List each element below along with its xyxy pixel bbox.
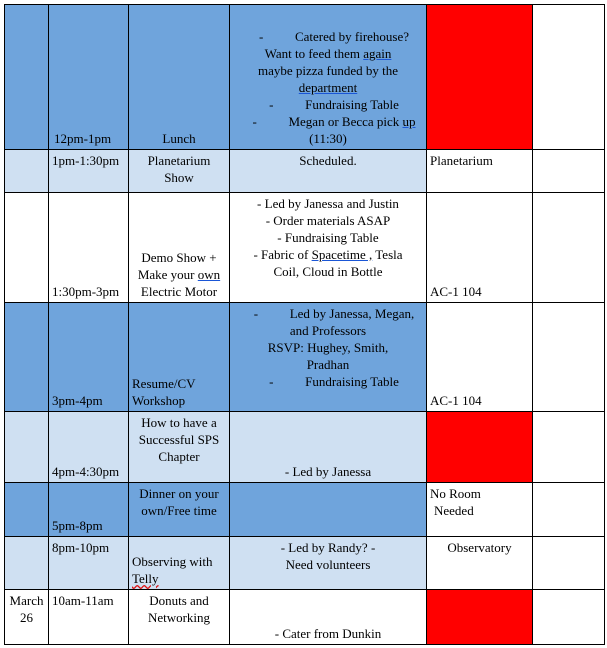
event-cell	[129, 5, 230, 150]
time-cell: 5pm-8pm	[49, 483, 129, 537]
time-cell: 1:30pm-3pm	[49, 193, 129, 303]
notes-cell	[230, 483, 427, 537]
event-text: Lunch	[162, 131, 196, 146]
date-cell	[5, 537, 49, 590]
room-cell: AC-1 104	[427, 193, 533, 303]
room-cell: Observatory	[427, 537, 533, 590]
table-row	[5, 590, 605, 645]
extra-cell	[533, 150, 605, 193]
note-line: - Fundraising Table	[233, 96, 423, 113]
table-row	[5, 303, 605, 412]
table-row	[5, 537, 605, 590]
note-line: department	[298, 80, 358, 95]
extra-cell	[533, 5, 605, 150]
date-cell	[5, 150, 49, 193]
extra-cell	[533, 303, 605, 412]
schedule-table	[4, 4, 605, 645]
event-cell: Resume/CV Workshop	[129, 303, 230, 412]
time-cell: 10am-11am	[49, 590, 129, 645]
event-cell: Observing with Telly	[129, 537, 230, 590]
note-line: Want to feed them again	[264, 46, 392, 61]
event-cell: Planetarium Show	[129, 150, 230, 193]
time-cell: 8pm-10pm	[49, 537, 129, 590]
date-cell: March 26	[5, 590, 49, 645]
date-cell	[5, 303, 49, 412]
extra-cell	[533, 537, 605, 590]
table-row	[5, 150, 605, 193]
extra-cell	[533, 483, 605, 537]
notes-cell	[230, 5, 427, 150]
notes-cell: - Cater from Dunkin	[230, 590, 427, 645]
extra-cell	[533, 193, 605, 303]
note-line: maybe pizza funded by the	[257, 63, 399, 78]
time-cell: 1pm-1:30pm	[49, 150, 129, 193]
date-cell	[5, 193, 49, 303]
room-cell-empty	[427, 412, 533, 483]
notes-cell: - Led by Janessa and Justin - Order materials ASAP - Fundraising Table - Fabric of Spacetime , Tesla Coil, Cloud in Bottle	[230, 193, 427, 303]
notes-cell: - Led by Randy? - Need volunteers	[230, 537, 427, 590]
time-cell	[49, 5, 129, 150]
room-cell: Planetarium	[427, 150, 533, 193]
room-cell-empty	[427, 590, 533, 645]
table-row	[5, 412, 605, 483]
note-line: (11:30)	[309, 131, 347, 146]
event-cell: How to have a Successful SPS Chapter	[129, 412, 230, 483]
time-cell: 4pm-4:30pm	[49, 412, 129, 483]
table-row	[5, 193, 605, 303]
note-line: - Megan or Becca pick up	[233, 113, 423, 130]
event-cell: Donuts and Networking	[129, 590, 230, 645]
time-text: 12pm-1pm	[54, 131, 112, 146]
room-cell: No Room Needed	[427, 483, 533, 537]
extra-cell	[533, 590, 605, 645]
date-cell	[5, 5, 49, 150]
note-line: - Catered by firehouse?	[233, 28, 423, 45]
notes-cell: - Led by Janessa, Megan, and Professors RSVP: Hughey, Smith, Pradhan - Fundraising Table	[230, 303, 427, 412]
date-cell	[5, 483, 49, 537]
extra-cell	[533, 412, 605, 483]
notes-cell: - Led by Janessa	[230, 412, 427, 483]
table-row	[5, 483, 605, 537]
date-cell	[5, 412, 49, 483]
table-row	[5, 5, 605, 150]
notes-cell: Scheduled.	[230, 150, 427, 193]
event-cell: Dinner on your own/Free time	[129, 483, 230, 537]
room-cell-empty	[427, 5, 533, 150]
event-cell: Demo Show + Make your own Electric Motor	[129, 193, 230, 303]
room-cell: AC-1 104	[427, 303, 533, 412]
time-cell: 3pm-4pm	[49, 303, 129, 412]
